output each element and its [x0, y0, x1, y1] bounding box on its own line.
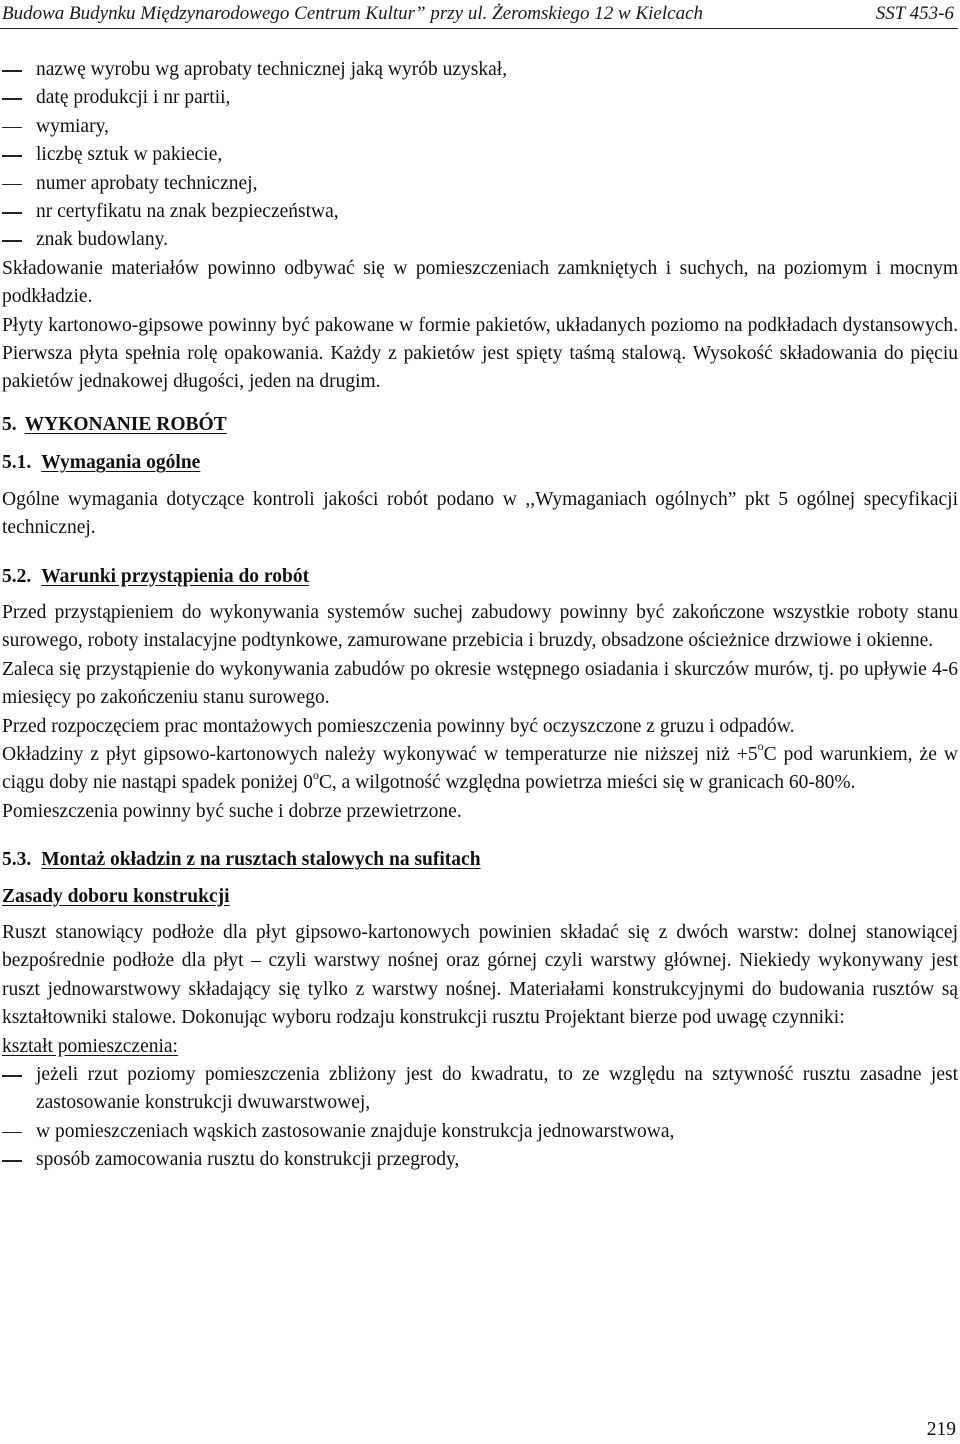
section-heading-5-2: 5.2. Warunki przystąpienia do robót — [2, 565, 310, 587]
section-heading-5: 5. WYKONANIE ROBÓT — [2, 413, 227, 435]
list-item: wymiary, — [2, 113, 958, 141]
header-title: Budowa Budynku Międzynarodowego Centrum Kultur” przy ul. Żeromskiego 12 w Kielcach — [2, 3, 704, 24]
running-header — [0, 2, 958, 29]
section-heading-5-1: 5.1. Wymagania ogólne — [2, 452, 201, 474]
list-item: numer aprobaty technicznej, — [2, 170, 958, 198]
dash-bullet-icon — [2, 226, 24, 254]
marking-list — [2, 56, 958, 255]
storage-paragraph: Płyty kartonowo-gipsowe powinny być pakowane w formie pakietów, układanych poziomo na podkładach dystansowych. Pierwsza płyta spełnia rolę opakowania. Każdy z pakietów jest spięty taśmą stalową. Wysokość składowania do pięciu pakietów jednakowej długości, jeden na drugim. — [2, 314, 958, 393]
page-content — [2, 56, 958, 1175]
dash-bullet-icon — [2, 84, 24, 112]
list-item: znak budowlany. — [2, 226, 958, 254]
dash-bullet-icon — [2, 1146, 24, 1174]
section-5-2-paragraph: Okładziny z płyt gipsowo-kartonowych należy wykonywać w temperaturze nie niższej niż $+5^oC$ pod warunkiem, że w ciągu doby nie nastąpi spadek poniżej 0$^o$C, a wilgotność względna powietrza mieści się w granicach 60-80%. — [2, 739, 958, 794]
dash-bullet-icon — [2, 198, 24, 226]
storage-paragraph: Składowanie materiałów powinno odbywać się w pomieszczeniach zamkniętych i suchych, na poziomym i mocnym podkładzie. — [2, 257, 958, 308]
page-number: 219 — [926, 1419, 956, 1440]
list-item: datę produkcji i nr partii, — [2, 84, 958, 112]
dash-bullet-icon — [2, 56, 24, 84]
dash-bullet-icon — [2, 1061, 24, 1089]
section-5-3-paragraph: Ruszt stanowiący podłoże dla płyt gipsowo-kartonowych powinien składać się z dwóch warstw: dolnej stanowiącej bezpośrednie podłoże dla płyt – czyli warstwy nośnej oraz górnej czyli warstwy głównej. Niekiedy wykonywany jest ruszt jednowarstwowy składający się tylko z warstwy nośnej. Materiałami konstrukcyjnymi do budowania rusztów są kształtowniki stalowe. Dokonując wyboru rodzaju konstrukcji rusztu Projektant bierze pod uwagę czynniki: — [2, 921, 958, 1029]
dash-bullet-icon — [2, 1118, 24, 1146]
list-item: nr certyfikatu na znak bezpieczeństwa, — [2, 198, 958, 226]
list-item: nazwę wyrobu wg aprobaty technicznej jaką wyrób uzyskał, — [2, 56, 958, 84]
dash-bullet-icon — [2, 141, 24, 169]
section-5-2-paragraph: Pomieszczenia powinny być suche i dobrze przewietrzone. — [2, 800, 462, 822]
dash-bullet-icon — [2, 170, 24, 198]
list-item: w pomieszczeniach wąskich zastosowanie znajduje konstrukcja jednowarstwowa, — [2, 1118, 958, 1146]
dash-bullet-icon — [2, 113, 24, 141]
section-5-1-text: Ogólne wymagania dotyczące kontroli jakości robót podano w ,,Wymaganiach ogólnych” pkt 5 ogólnej specyfikacji technicznej. — [2, 488, 958, 539]
list-item: liczbę sztuk w pakiecie, — [2, 141, 958, 169]
section-5-2-paragraph: Zaleca się przystąpienie do wykonywania zabudów po okresie wstępnego osiadania i skurczów murów, tj. po upływie 4-6 miesięcy po zakończeniu stanu surowego. — [2, 658, 958, 709]
list-item: jeżeli rzut poziomy pomieszczenia zbliżony jest do kwadratu, to ze względu na sztywność rusztu zasadne jest zastosowanie konstrukcji dwuwarstwowej, — [2, 1061, 958, 1118]
room-shape-label: kształt pomieszczenia: — [2, 1035, 178, 1057]
section-5-2-paragraph: Przed rozpoczęciem prac montażowych pomieszczenia powinny być oczyszczone z gruzu i odpadów. — [2, 715, 795, 737]
section-5-2-paragraph: Przed przystąpieniem do wykonywania systemów suchej zabudowy powinny być zakończone wszystkie roboty stanu surowego, roboty instalacyjne podtynkowe, zamurowane przebicia i bruzdy, obsadzone ościeżnice drzwiowe i okienne. — [2, 601, 958, 652]
subheading-construction-rules: Zasady doboru konstrukcji — [2, 885, 230, 907]
header-spec-code: SST 453-6 — [875, 3, 954, 24]
room-shape-list — [2, 1061, 958, 1175]
section-heading-5-3: 5.3. Montaż okładzin z na rusztach stalowych na sufitach — [2, 849, 481, 871]
list-item: sposób zamocowania rusztu do konstrukcji przegrody, — [2, 1146, 958, 1174]
